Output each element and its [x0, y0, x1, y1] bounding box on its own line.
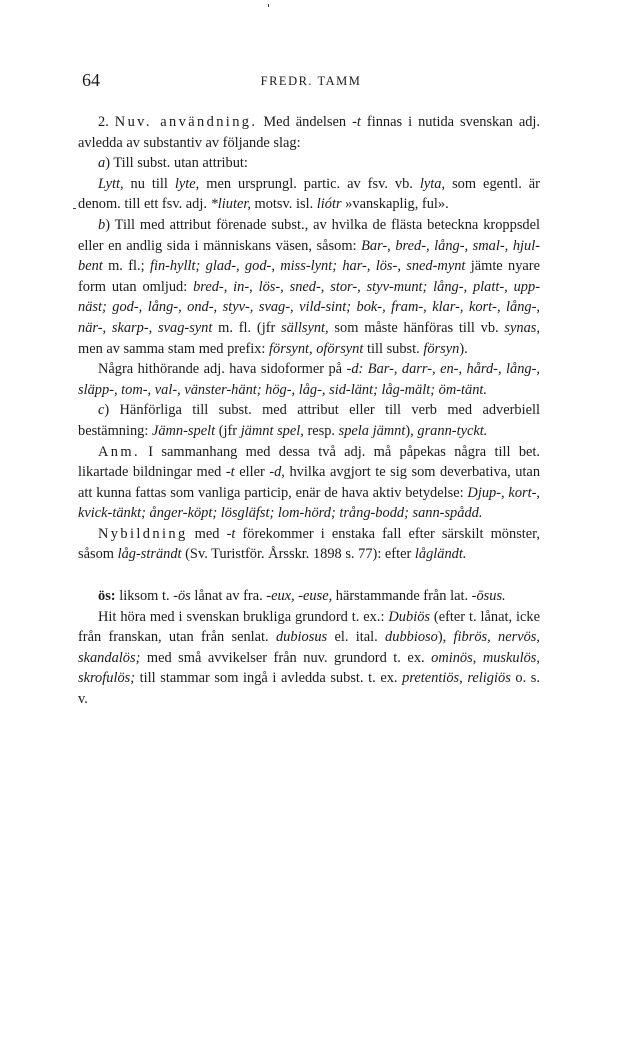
italic-term: Dubiös — [388, 608, 430, 625]
scan-speck — [268, 4, 269, 7]
text-run: ), — [437, 629, 454, 646]
italic-term: Lytt, — [98, 175, 124, 192]
paragraph — [78, 607, 540, 710]
text-run: med — [187, 525, 227, 542]
text-run: (efter t. lånat, icke från franskan, utan från senlat. — [78, 608, 541, 646]
italic-term: -ös — [173, 588, 191, 605]
spaced-heading: Nybildning — [98, 525, 188, 542]
text-run: (jfr — [215, 422, 241, 439]
text-run: till stammar som ingå i avledda subst. t. ex. — [135, 670, 403, 687]
text-run: finnas i nutida svenskan adj. avledda av substantiv av följande slag: — [78, 114, 540, 151]
paragraph — [78, 112, 540, 153]
italic-term: försyn — [423, 340, 460, 357]
text-run: eller — [234, 464, 270, 481]
italic-term: -t — [226, 525, 236, 542]
scan-speck — [73, 208, 76, 209]
text-run: (Sv. Turistför. Årsskr. 1898 s. 77): efter — [181, 546, 415, 563]
text-run: ), — [405, 422, 418, 439]
text-run: förekommer i enstaka fall efter särskilt mönster, såsom — [78, 525, 540, 563]
paragraph — [78, 442, 540, 524]
italic-term: -d: Bar-, darr-, en-, hård-, lång-, släpp-, tom-, val-, vänster-hänt; hög-, låg-, sid-länt; låg-mält; öm-tänt. — [78, 361, 540, 398]
paragraph — [78, 400, 540, 441]
text-run: som måste hänföras till vb. — [328, 319, 505, 336]
running-head: FREDR. TAMM — [260, 74, 362, 88]
text-run: Med ändelsen — [257, 114, 353, 130]
text-run: Några hithörande adj. hava sidoformer på — [98, 361, 347, 378]
italic-term: -eux, -euse, — [266, 588, 333, 605]
spaced-heading: Anm. — [98, 443, 140, 460]
italic-term: låg-strändt — [117, 546, 182, 563]
italic-term: b — [98, 216, 106, 233]
paragraph — [78, 359, 540, 400]
italic-term: dubiosus — [275, 629, 328, 646]
italic-term: -d, — [269, 464, 285, 481]
italic-term: ominös, muskulös, skrofulös; — [78, 649, 541, 687]
italic-term: lågländt. — [414, 546, 467, 563]
italic-term: liótr — [316, 196, 342, 213]
text-run: men ursprungl. partic. av fsv. vb. — [199, 175, 420, 192]
italic-term: lyta, — [419, 175, 446, 192]
text-run: lånat av fra. — [190, 588, 267, 605]
text-run: resp. — [303, 422, 339, 439]
text-run: motsv. isl. — [250, 196, 317, 213]
italic-term: försynt, oförsynt — [269, 340, 364, 357]
italic-term: Jämn-spelt — [151, 422, 216, 439]
paragraph — [78, 524, 540, 565]
text-run: ) Till med attribut förenade subst., av hvilka de flästa beteckna kroppsdel eller en andlig sida i människans väsen, såsom: — [78, 216, 540, 254]
text-run: liksom t. — [115, 588, 174, 605]
text-run: Hit höra med i svenskan brukliga grundord t. ex.: — [98, 608, 389, 625]
italic-term: spela jämnt — [338, 422, 406, 439]
italic-term: c — [98, 402, 105, 419]
italic-term: a — [98, 155, 106, 172]
italic-term: Djup-, kort-, kvick-tänkt; ånger-köpt; lösgläfst; lom-hörd; trång-bodd; sann-spådd. — [78, 484, 540, 522]
italic-term: pretentiös, religiös — [402, 670, 511, 687]
text-run: ) Hänförliga till subst. med attribut eller till verb med adverbiell bestämning: — [78, 402, 540, 439]
text-run: men av samma stam med prefix: — [78, 340, 270, 357]
italic-term: dubbioso — [385, 629, 438, 646]
italic-term: jämnt spel, — [240, 422, 304, 439]
suffix-heading: ös: — [98, 588, 116, 605]
italic-term: sällsynt, — [281, 319, 329, 336]
italic-term: -t — [352, 114, 361, 130]
page-number: 64 — [82, 70, 100, 90]
italic-term: lyte, — [174, 175, 200, 192]
italic-term: grann-tyckt. — [417, 422, 488, 439]
text-run: härstammande från lat. — [332, 588, 472, 605]
paragraph — [78, 586, 540, 607]
italic-term: synas, — [504, 319, 540, 336]
paragraph — [78, 215, 540, 359]
italic-term: fibrös, nervös, skandalös; — [78, 629, 540, 666]
body-text — [78, 112, 540, 710]
paragraph — [78, 153, 540, 174]
text-run: m. fl.; — [102, 258, 150, 275]
text-run: nu till — [123, 175, 175, 192]
text-run: el. ital. — [327, 629, 386, 646]
italic-term: -ōsus. — [471, 588, 506, 605]
text-run: ) Till subst. utan attribut: — [105, 155, 248, 172]
spaced-heading: Nuv. användning. — [114, 114, 258, 130]
italic-term: -t — [225, 464, 235, 481]
text-run: ). — [459, 340, 468, 357]
text-run: »vanskaplig, ful». — [341, 196, 449, 213]
text-run: m. fl. (jfr — [212, 319, 282, 336]
italic-term: bred-, in-, lös-, sned-, stor-, styv-munt; lång-, platt-, upp-näst; god-, lång-, ond-, styv-, svag-, vild-sint; bok-, fram-, klar-, kort-, lång-, när-, skarp-, svag-synt — [78, 278, 540, 336]
paragraph — [78, 174, 540, 215]
italic-term: fin-hyllt; glad-, god-, miss-lynt; har-, lös-, sned-mynt — [149, 258, 466, 275]
text-run: I sammanhang med dessa två adj. må påpekas några till bet. likartade bildningar med — [78, 443, 540, 481]
text-run: 2. — [98, 114, 115, 130]
text-run: som egentl. är denom. till ett fsv. adj. — [78, 175, 540, 213]
italic-term: *liuter, — [210, 196, 251, 213]
text-run: jämte nyare form utan omljud: — [78, 258, 540, 295]
page-header — [82, 70, 540, 92]
text-run: med små avvikelser från nuv. grundord t. ex. — [140, 649, 432, 666]
text-run: hvilka avgjort te sig som deverbativa, utan att kunna fattas som vanliga particip, enär de hava aktiv betydelse: — [78, 464, 541, 501]
text-run: o. s. v. — [78, 670, 541, 708]
text-run: till subst. — [363, 340, 424, 357]
italic-term: Bar-, bred-, lång-, smal-, hjul-bent — [78, 237, 540, 275]
